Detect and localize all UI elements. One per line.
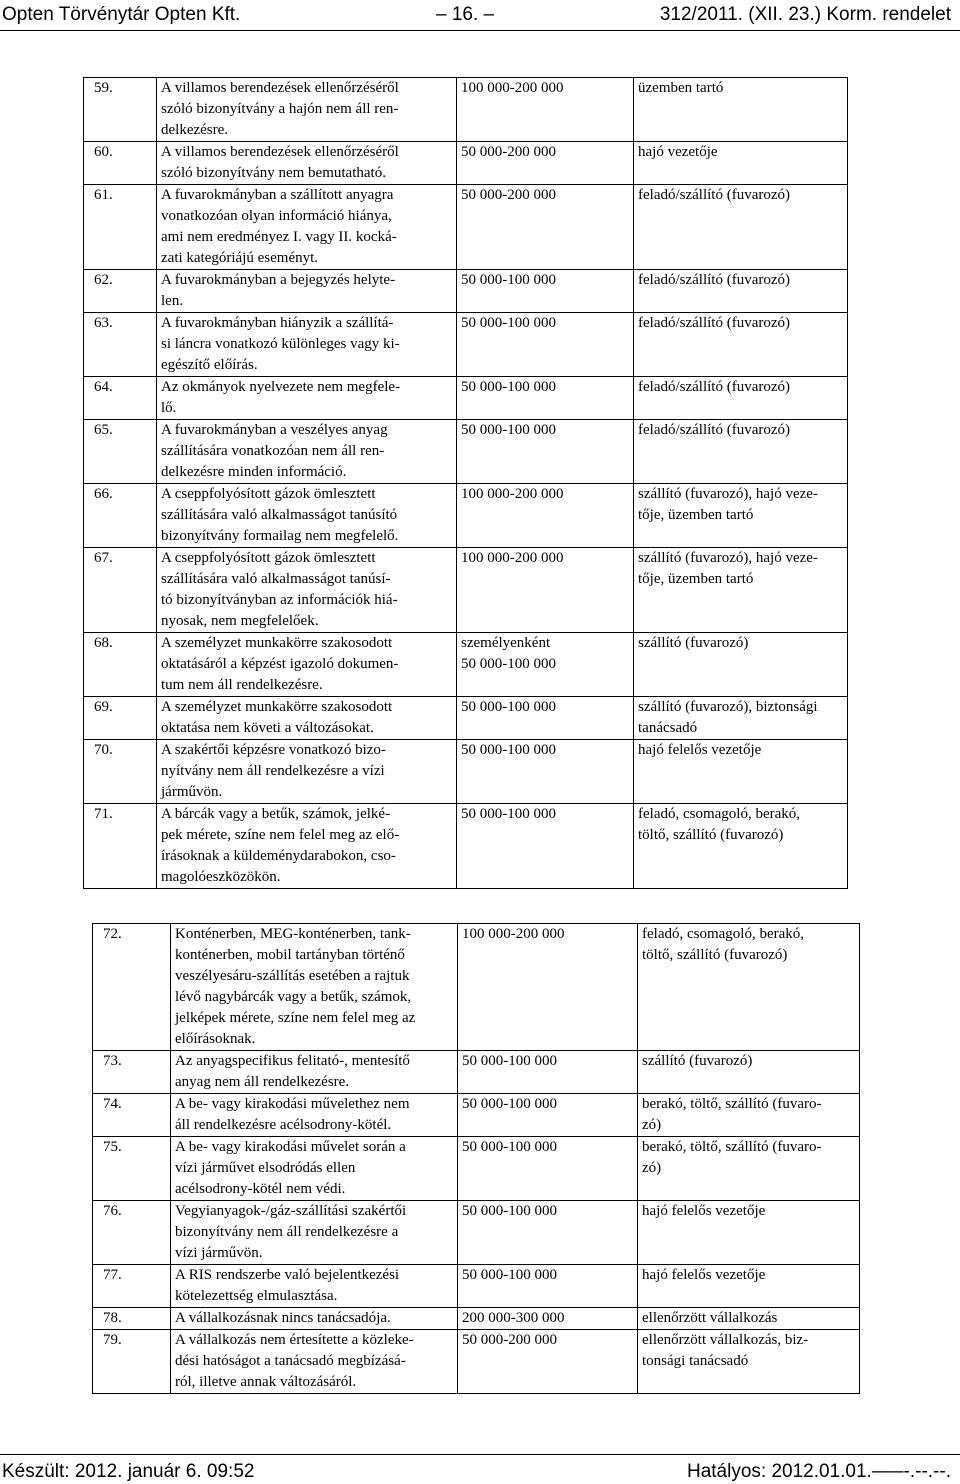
penalty-table-2-body: [93, 924, 860, 1394]
table-row: [84, 78, 848, 142]
item-number: 78.: [93, 1308, 171, 1330]
fine-amount: 50 000-100 000: [458, 1201, 638, 1265]
fine-amount: 100 000-200 000: [457, 484, 634, 548]
responsible-party: feladó/szállító (fuvarozó): [634, 420, 848, 484]
responsible-party: feladó/szállító (fuvarozó): [634, 313, 848, 377]
table-row: [84, 804, 848, 889]
item-number: 71.: [84, 804, 157, 889]
item-number: 73.: [93, 1051, 171, 1094]
violation-description: A fuvarokmányban a veszélyes anyag szállítására vonatkozóan nem áll ren- delkezésre minden információ.: [157, 420, 457, 484]
penalty-table-1-body: [84, 78, 848, 889]
footer-divider: [0, 1454, 960, 1455]
violation-description: A cseppfolyósított gázok ömlesztett szállítására való alkalmasságot tanúsí- tó bizonyítványban az információk hiá- nyosak, nem megfelelőek.: [157, 548, 457, 633]
table-row: [84, 270, 848, 313]
fine-amount: 50 000-200 000: [457, 142, 634, 185]
table-row: [93, 1137, 860, 1201]
violation-description: Az anyagspecifikus felitató-, mentesítő anyag nem áll rendelkezésre.: [171, 1051, 458, 1094]
responsible-party: ellenőrzött vállalkozás, biz- tonsági tanácsadó: [638, 1330, 860, 1394]
violation-description: A be- vagy kirakodási művelet során a vízi járművet elsodródás ellen acélsodrony-kötél nem védi.: [171, 1137, 458, 1201]
responsible-party: hajó felelős vezetője: [634, 740, 848, 804]
fine-amount: 50 000-100 000: [457, 740, 634, 804]
fine-amount: 50 000-100 000: [457, 804, 634, 889]
footer-effective: Hatályos: 2012.01.01.–––-.--.--.: [686, 1461, 951, 1482]
violation-description: A szakértői képzésre vonatkozó bizo- nyítvány nem áll rendelkezésre a vízi járművön.: [157, 740, 457, 804]
fine-amount: 50 000-200 000: [458, 1330, 638, 1394]
table-row: [84, 633, 848, 697]
header-divider: [0, 30, 960, 31]
table-row: [93, 924, 860, 1051]
table-row: [84, 142, 848, 185]
responsible-party: ellenőrzött vállalkozás: [638, 1308, 860, 1330]
violation-description: A vállalkozás nem értesítette a közleke- dési hatóságot a tanácsadó megbízásá- ról, illetve annak változásáról.: [171, 1330, 458, 1394]
responsible-party: hajó felelős vezetője: [638, 1201, 860, 1265]
table-row: [93, 1201, 860, 1265]
violation-description: A bárcák vagy a betűk, számok, jelké- pek mérete, színe nem felel meg az elő- írásoknak a küldeménydarabokon, cso- magolóeszközökön.: [157, 804, 457, 889]
item-number: 70.: [84, 740, 157, 804]
item-number: 76.: [93, 1201, 171, 1265]
item-number: 62.: [84, 270, 157, 313]
violation-description: A személyzet munkakörre szakosodott oktatása nem követi a változásokat.: [157, 697, 457, 740]
table-row: [84, 697, 848, 740]
table-row: [84, 313, 848, 377]
fine-amount: 50 000-100 000: [457, 420, 634, 484]
violation-description: A villamos berendezések ellenőrzéséről szóló bizonyítvány nem bemutatható.: [157, 142, 457, 185]
table-row: [84, 740, 848, 804]
fine-amount: 100 000-200 000: [458, 924, 638, 1051]
responsible-party: feladó/szállító (fuvarozó): [634, 270, 848, 313]
responsible-party: feladó/szállító (fuvarozó): [634, 377, 848, 420]
fine-amount: 200 000-300 000: [458, 1308, 638, 1330]
responsible-party: hajó felelős vezetője: [638, 1265, 860, 1308]
header-page-number: – 16. –: [436, 4, 495, 25]
fine-amount: 50 000-100 000: [457, 313, 634, 377]
responsible-party: feladó, csomagoló, berakó, töltő, szállító (fuvarozó): [634, 804, 848, 889]
fine-amount: 50 000-200 000: [457, 185, 634, 270]
table-row: [93, 1051, 860, 1094]
item-number: 66.: [84, 484, 157, 548]
item-number: 77.: [93, 1265, 171, 1308]
violation-description: Az okmányok nyelvezete nem megfele- lő.: [157, 377, 457, 420]
fine-amount: 50 000-100 000: [458, 1265, 638, 1308]
item-number: 60.: [84, 142, 157, 185]
violation-description: A RIS rendszerbe való bejelentkezési kötelezettség elmulasztása.: [171, 1265, 458, 1308]
violation-description: A cseppfolyósított gázok ömlesztett szállítására való alkalmasságot tanúsító bizonyítvány formailag nem megfelelő.: [157, 484, 457, 548]
fine-amount: 50 000-100 000: [458, 1051, 638, 1094]
violation-description: Konténerben, MEG-konténerben, tank- konténerben, mobil tartányban történő veszélyesáru-szállítás esetében a rajtuk lévő nagybárcák vagy a betűk, számok, jelképek mérete, színe nem felel meg az előírásoknak.: [171, 924, 458, 1051]
responsible-party: üzemben tartó: [634, 78, 848, 142]
responsible-party: szállító (fuvarozó), hajó veze- tője, üzemben tartó: [634, 548, 848, 633]
item-number: 61.: [84, 185, 157, 270]
table-row: [84, 185, 848, 270]
table-row: [84, 484, 848, 548]
header-publisher: Opten Törvénytár Opten Kft.: [2, 4, 241, 25]
item-number: 74.: [93, 1094, 171, 1137]
item-number: 65.: [84, 420, 157, 484]
violation-description: A villamos berendezések ellenőrzéséről szóló bizonyítvány a hajón nem áll ren- delkezésre.: [157, 78, 457, 142]
violation-description: A fuvarokmányban a szállított anyagra vonatkozóan olyan információ hiánya, ami nem eredményez I. vagy II. kocká- zati kategóriájú eseményt.: [157, 185, 457, 270]
item-number: 69.: [84, 697, 157, 740]
penalty-table-1: [83, 77, 848, 889]
fine-amount: 50 000-100 000: [458, 1094, 638, 1137]
table-row: [84, 420, 848, 484]
table-row: [84, 377, 848, 420]
responsible-party: feladó, csomagoló, berakó, töltő, szállító (fuvarozó): [638, 924, 860, 1051]
item-number: 68.: [84, 633, 157, 697]
responsible-party: berakó, töltő, szállító (fuvaro- zó): [638, 1094, 860, 1137]
fine-amount: 50 000-100 000: [457, 270, 634, 313]
violation-description: A vállalkozásnak nincs tanácsadója.: [171, 1308, 458, 1330]
violation-description: Vegyianyagok-/gáz-szállítási szakértői bizonyítvány nem áll rendelkezésre a vízi járművön.: [171, 1201, 458, 1265]
fine-amount: 50 000-100 000: [457, 377, 634, 420]
item-number: 63.: [84, 313, 157, 377]
responsible-party: szállító (fuvarozó): [634, 633, 848, 697]
responsible-party: berakó, töltő, szállító (fuvaro- zó): [638, 1137, 860, 1201]
fine-amount: 50 000-100 000: [457, 697, 634, 740]
table-row: [93, 1330, 860, 1394]
violation-description: A fuvarokmányban a bejegyzés helyte- len.: [157, 270, 457, 313]
table-row: [93, 1094, 860, 1137]
responsible-party: szállító (fuvarozó), biztonsági tanácsadó: [634, 697, 848, 740]
item-number: 72.: [93, 924, 171, 1051]
violation-description: A személyzet munkakörre szakosodott oktatásáról a képzést igazoló dokumen- tum nem áll rendelkezésre.: [157, 633, 457, 697]
fine-amount: személyenként 50 000-100 000: [457, 633, 634, 697]
responsible-party: hajó vezetője: [634, 142, 848, 185]
fine-amount: 50 000-100 000: [458, 1137, 638, 1201]
table-row: [93, 1308, 860, 1330]
penalty-table-2: [92, 923, 860, 1394]
page-header: [0, 0, 960, 30]
item-number: 67.: [84, 548, 157, 633]
fine-amount: 100 000-200 000: [457, 78, 634, 142]
responsible-party: szállító (fuvarozó), hajó veze- tője, üzemben tartó: [634, 484, 848, 548]
item-number: 79.: [93, 1330, 171, 1394]
responsible-party: feladó/szállító (fuvarozó): [634, 185, 848, 270]
fine-amount: 100 000-200 000: [457, 548, 634, 633]
table-row: [93, 1265, 860, 1308]
item-number: 64.: [84, 377, 157, 420]
item-number: 75.: [93, 1137, 171, 1201]
item-number: 59.: [84, 78, 157, 142]
header-regulation-title: 312/2011. (XII. 23.) Korm. rendelet: [659, 4, 951, 25]
footer-created: Készült: 2012. január 6. 09:52: [2, 1461, 255, 1482]
responsible-party: szállító (fuvarozó): [638, 1051, 860, 1094]
violation-description: A be- vagy kirakodási művelethez nem áll rendelkezésre acélsodrony-kötél.: [171, 1094, 458, 1137]
page-footer: [0, 1458, 960, 1484]
violation-description: A fuvarokmányban hiányzik a szállítá- si láncra vonatkozó különleges vagy ki- egészítő előírás.: [157, 313, 457, 377]
table-row: [84, 548, 848, 633]
